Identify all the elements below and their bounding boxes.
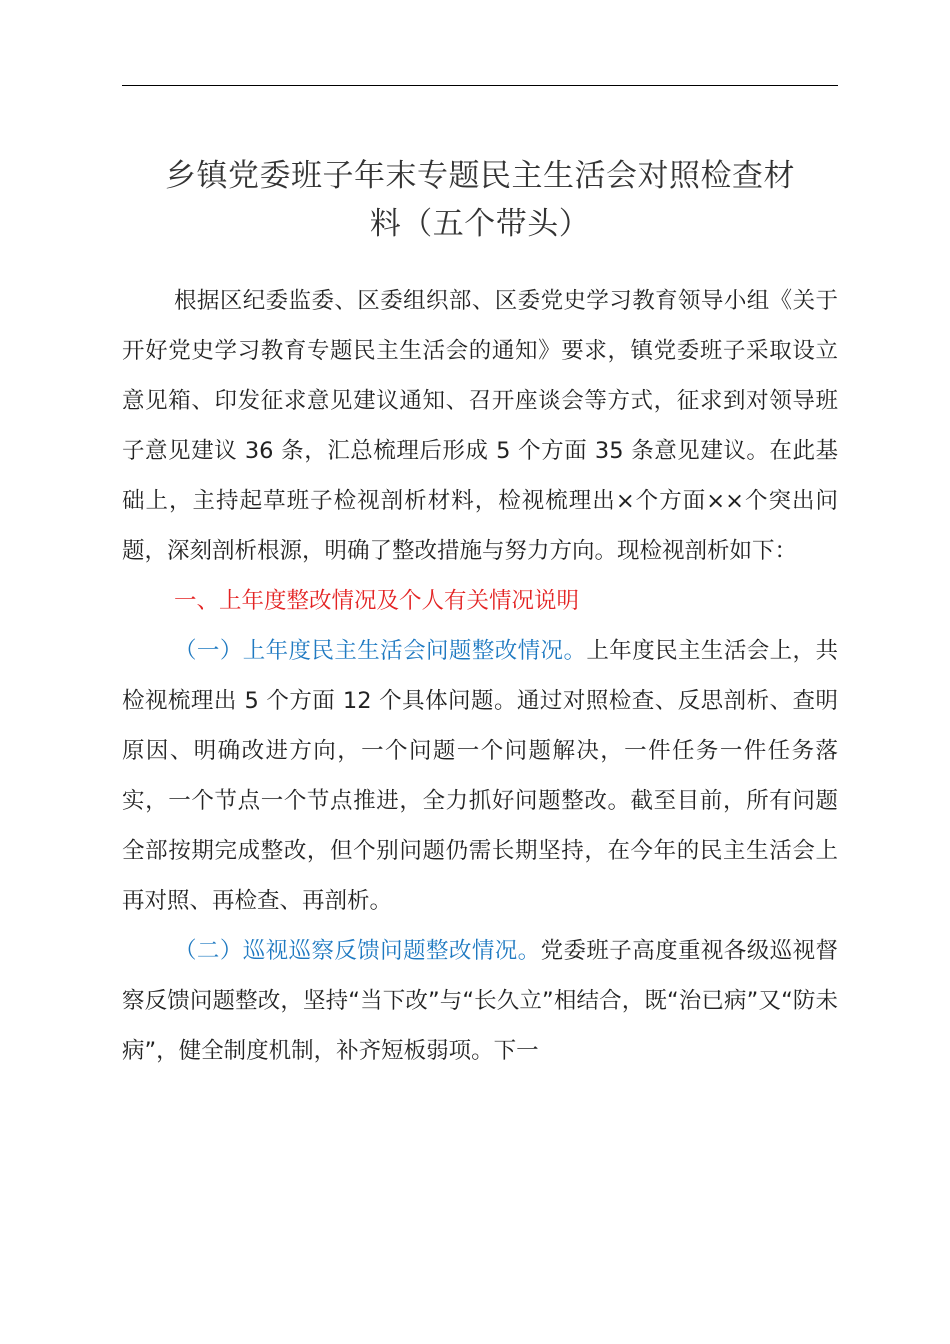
title-line-2: 料（五个带头） (369, 206, 591, 242)
document-body (122, 276, 838, 1076)
subsection-1-body: 上年度民主生活会上，共检视梳理出 5 个方面 12 个具体问题。通过对照检查、反思剖析、查明原因、明确改进方向，一个问题一个问题解决，一件任务一件任务落实，一个节点一个节点推进，全力抓好问题整改。截至目前，所有问题全部按期完成整改，但个别问题仍需长期坚持，在今年的民主生活会上再对照、再检查、再剖析。 (122, 638, 838, 914)
document-title (122, 152, 838, 248)
intro-paragraph: 根据区纪委监委、区委组织部、区委党史学习教育领导小组《关于开好党史学习教育专题民主生活会的通知》要求，镇党委班子采取设立意见箱、印发征求意见建议通知、召开座谈会等方式，征求到对领导班子意见建议 36 条，汇总梳理后形成 5 个方面 35 条意见建议。在此基础上，主持起草班子检视剖析材料，检视梳理出×个方面××个突出问题，深刻剖析根源，明确了整改措施与努力方向。现检视剖析如下： (122, 288, 838, 564)
header-rule (122, 85, 838, 86)
subsection-1-heading: （一）上年度民主生活会问题整改情况。 (174, 638, 587, 664)
section-1-heading: 一、上年度整改情况及个人有关情况说明 (174, 588, 580, 614)
subsection-2-heading: （二）巡视巡察反馈问题整改情况。 (174, 938, 541, 964)
title-line-1: 乡镇党委班子年末专题民主生活会对照检查材 (165, 158, 795, 194)
subsection-2-body: 党委班子高度重视各级巡视督察反馈问题整改，坚持“当下改”与“长久立”相结合，既“治已病”又“防未病”，健全制度机制，补齐短板弱项。下一 (122, 938, 838, 1064)
subsection-2-paragraph (122, 926, 838, 1076)
subsection-1-paragraph (122, 626, 838, 926)
